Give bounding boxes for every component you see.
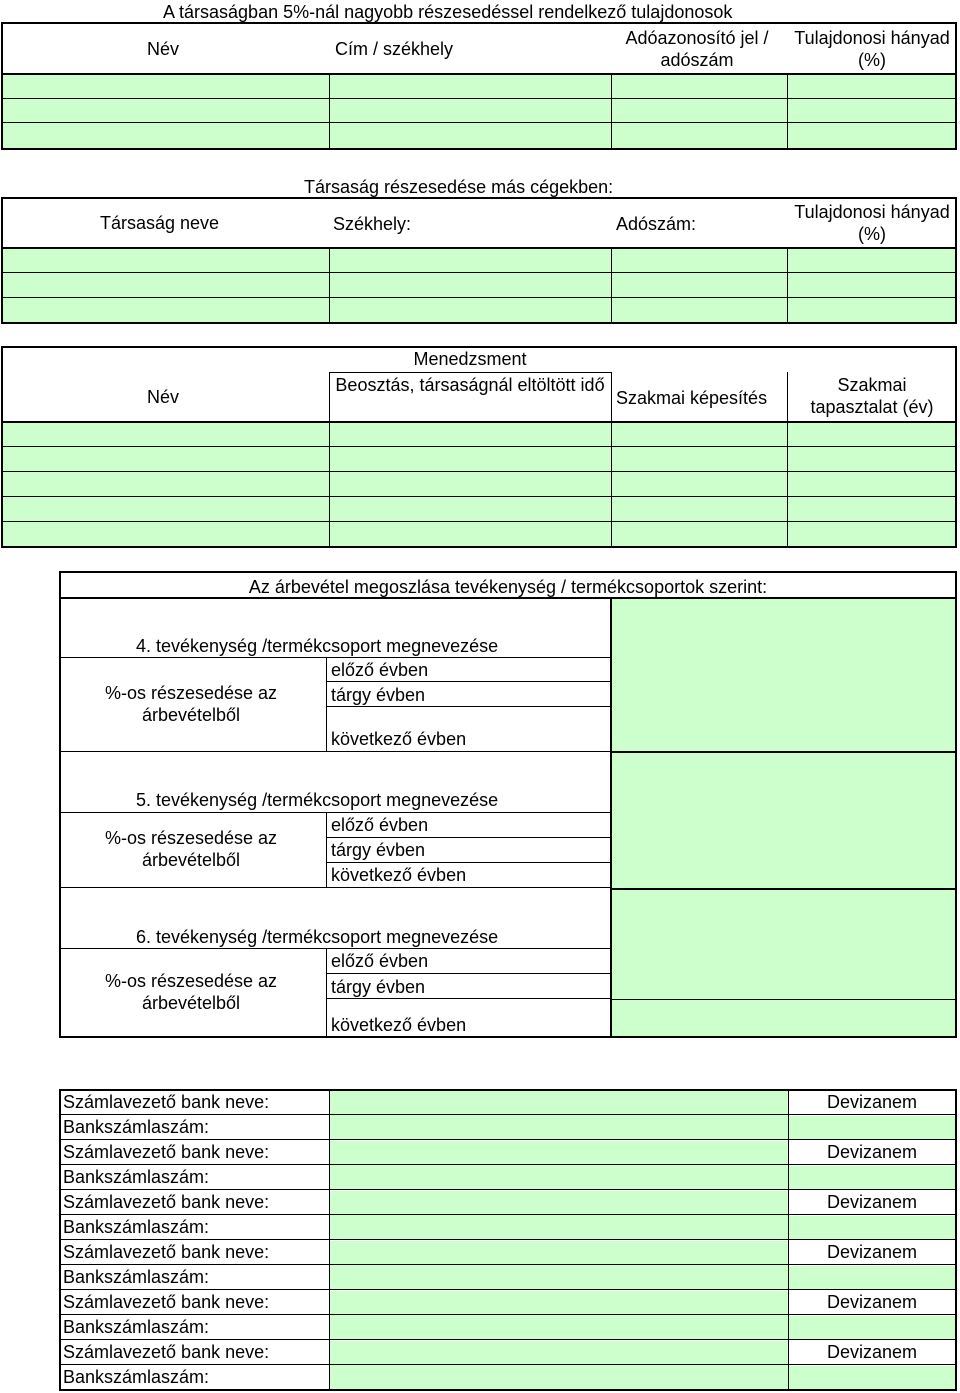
currency-label: Devizanem — [826, 1242, 918, 1262]
currency-label: Devizanem — [826, 1292, 918, 1312]
management-header-name: Név — [147, 387, 180, 407]
holdings-header-share: Tulajdonosi hányad (%) — [794, 202, 950, 244]
management-header-qualification: Szakmai képesítés — [616, 388, 768, 408]
owners-header-name: Név — [147, 39, 180, 59]
bank-currency-input-3[interactable] — [789, 1216, 955, 1239]
bank-currency-input-5[interactable] — [789, 1316, 955, 1339]
activity-6-next-year: következő évben — [331, 1015, 467, 1035]
holdings-header-taxno: Adószám: — [616, 214, 697, 234]
management-header-experience: Szakmai tapasztalat (év) — [810, 375, 934, 417]
bank-currency-input-4[interactable] — [789, 1266, 955, 1289]
holdings-header-company: Társaság neve — [100, 213, 220, 233]
management-header-position: Beosztás, társaságnál eltöltött idő — [335, 375, 605, 395]
management-input-area[interactable] — [3, 423, 955, 546]
owners-title: A társaságban 5%-nál nagyobb részesedéssel rendelkező tulajdonosok — [163, 2, 733, 22]
bank-currency-input-6[interactable] — [789, 1366, 955, 1389]
activity-4-next-year: következő évben — [331, 729, 467, 749]
bank-account-label: Bankszámlaszám: — [63, 1267, 210, 1287]
activity-5-share-label: %-os részesedése az árbevételből — [104, 828, 278, 870]
bank-input-2[interactable] — [330, 1141, 788, 1189]
currency-label: Devizanem — [826, 1192, 918, 1212]
activity-5-prev-year: előző évben — [331, 815, 429, 835]
bank-account-label: Bankszámlaszám: — [63, 1167, 210, 1187]
bank-currency-input-1[interactable] — [789, 1116, 955, 1139]
bank-name-label: Számlavezető bank neve: — [63, 1092, 270, 1112]
owners-header-address: Cím / székhely — [335, 39, 454, 59]
activity-5-current-year: tárgy évben — [331, 840, 426, 860]
activity-6-name: 6. tevékenység /termékcsoport megnevezése — [136, 927, 499, 947]
bank-name-label: Számlavezető bank neve: — [63, 1192, 270, 1212]
holdings-title: Társaság részesedése más cégekben: — [304, 177, 614, 197]
owners-header-taxid: Adóazonosító jel / adószám — [625, 28, 769, 70]
bank-input-6[interactable] — [330, 1341, 788, 1389]
holdings-header-seat: Székhely: — [333, 214, 412, 234]
management-title: Menedzsment — [413, 349, 527, 369]
bank-currency-input-2[interactable] — [789, 1166, 955, 1189]
activity-6-current-year: tárgy évben — [331, 977, 426, 997]
revenue-title: Az árbevétel megoszlása tevékenység / termékcsoportok szerint: — [248, 577, 768, 597]
bank-account-label: Bankszámlaszám: — [63, 1367, 210, 1387]
currency-label: Devizanem — [826, 1092, 918, 1112]
bank-account-label: Bankszámlaszám: — [63, 1117, 210, 1137]
bank-name-label: Számlavezető bank neve: — [63, 1342, 270, 1362]
bank-name-label: Számlavezető bank neve: — [63, 1142, 270, 1162]
activity-4-input[interactable] — [612, 599, 955, 751]
owners-header-share: Tulajdonosi hányad (%) — [794, 28, 950, 70]
activity-6-share-label: %-os részesedése az árbevételből — [104, 971, 278, 1013]
activity-5-next-year: következő évben — [331, 865, 467, 885]
owners-input-area[interactable] — [3, 75, 955, 148]
bank-name-label: Számlavezető bank neve: — [63, 1292, 270, 1312]
activity-4-share-label: %-os részesedése az árbevételből — [104, 683, 278, 725]
currency-label: Devizanem — [826, 1342, 918, 1362]
activity-4-name: 4. tevékenység /termékcsoport megnevezése — [136, 636, 499, 656]
activity-5-input[interactable] — [612, 753, 955, 888]
bank-input-5[interactable] — [330, 1291, 788, 1339]
bank-account-label: Bankszámlaszám: — [63, 1217, 210, 1237]
activity-4-current-year: tárgy évben — [331, 685, 426, 705]
activity-6-input[interactable] — [612, 890, 955, 1036]
bank-input-1[interactable] — [330, 1091, 788, 1139]
bank-input-3[interactable] — [330, 1191, 788, 1239]
currency-label: Devizanem — [826, 1142, 918, 1162]
bank-name-label: Számlavezető bank neve: — [63, 1242, 270, 1262]
holdings-input-area[interactable] — [3, 249, 955, 322]
activity-4-prev-year: előző évben — [331, 660, 429, 680]
activity-6-prev-year: előző évben — [331, 951, 429, 971]
bank-input-4[interactable] — [330, 1241, 788, 1289]
bank-account-label: Bankszámlaszám: — [63, 1317, 210, 1337]
activity-5-name: 5. tevékenység /termékcsoport megnevezése — [136, 790, 499, 810]
